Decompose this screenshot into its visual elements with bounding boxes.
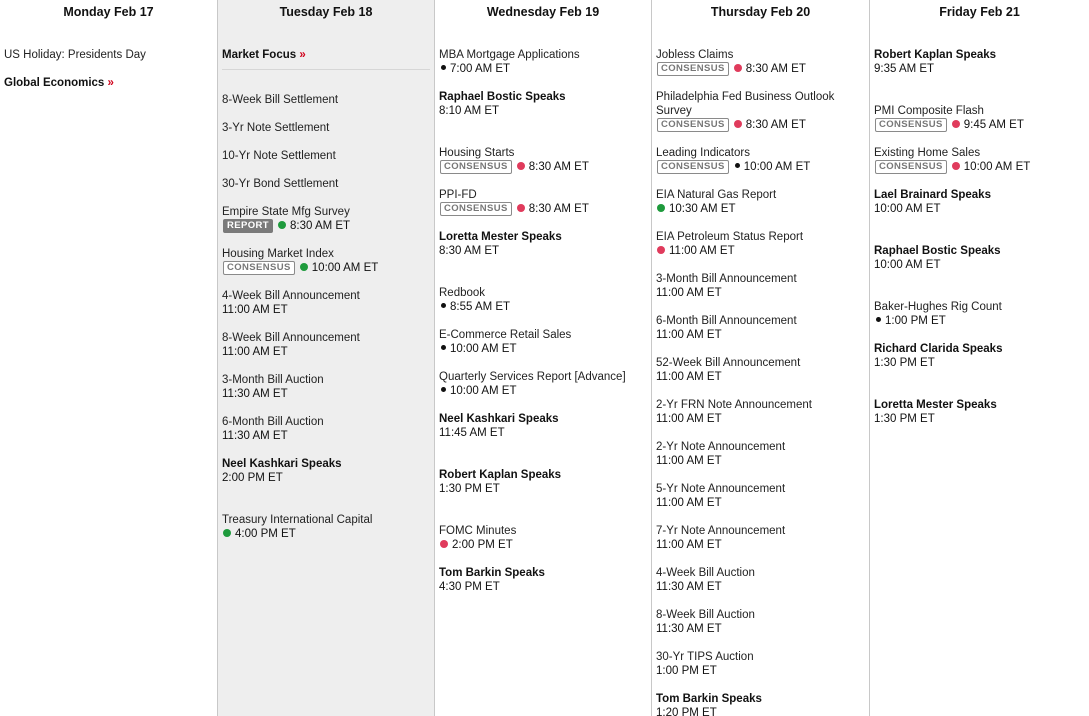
event-time-row [656, 580, 865, 594]
event-item[interactable] [874, 48, 1085, 76]
event-name-text: Raphael Bostic Speaks [874, 245, 1001, 257]
event-time-row [439, 482, 647, 496]
event-time-row [222, 345, 430, 359]
event-time-row [874, 202, 1085, 216]
event-name[interactable] [439, 146, 647, 160]
event-name-text: Baker-Hughes Rig Count [874, 301, 1002, 313]
event-time: 1:30 PM ET [874, 413, 935, 425]
red-dot-icon [657, 246, 665, 254]
event-time: 10:00 AM ET [743, 161, 811, 173]
event-time-row [439, 538, 647, 552]
event-name[interactable] [656, 650, 865, 664]
event-item[interactable] [222, 247, 430, 275]
event-name[interactable] [439, 188, 647, 202]
event-time: 11:00 AM ET [222, 304, 288, 316]
event-name[interactable] [222, 93, 430, 107]
event-name[interactable] [439, 48, 647, 62]
event-time-row [656, 328, 865, 342]
event-time: 11:45 AM ET [439, 427, 505, 439]
event-name-text: 7-Yr Note Announcement [656, 525, 786, 537]
event-item[interactable] [222, 513, 430, 541]
event-name-text: Redbook [439, 287, 486, 299]
more-link-icon[interactable]: » [107, 77, 114, 89]
event-name[interactable] [656, 230, 865, 244]
event-time-row [656, 664, 865, 678]
event-time-row [874, 314, 1085, 328]
event-name-text: FOMC Minutes [439, 525, 517, 537]
black-dot-icon [735, 163, 740, 168]
event-name-text: Loretta Mester Speaks [439, 231, 562, 243]
event-time: 11:00 AM ET [656, 497, 722, 509]
event-name-text: Neel Kashkari Speaks [439, 413, 559, 425]
event-time: 11:30 AM ET [656, 581, 722, 593]
event-item[interactable] [656, 146, 865, 174]
event-name-text: 8-Week Bill Auction [656, 609, 755, 621]
event-time-row [656, 202, 865, 216]
event-name[interactable] [222, 247, 430, 261]
day-column-monday-feb-17 [0, 0, 217, 716]
event-time-row [656, 118, 865, 132]
event-name-text: 6-Month Bill Announcement [656, 315, 797, 327]
event-name[interactable] [439, 468, 647, 482]
event-time-row [439, 300, 647, 314]
event-time-row [874, 118, 1085, 132]
event-time-row [656, 244, 865, 258]
event-name[interactable] [874, 398, 1085, 412]
black-dot-icon [441, 387, 446, 392]
event-item[interactable] [222, 289, 430, 317]
event-time: 11:30 AM ET [222, 430, 288, 442]
event-time: 10:30 AM ET [669, 203, 736, 215]
event-name[interactable] [656, 524, 865, 538]
green-dot-icon [657, 204, 665, 212]
event-item[interactable] [874, 398, 1085, 426]
event-time: 11:00 AM ET [656, 413, 722, 425]
event-name-text: Tom Barkin Speaks [439, 567, 545, 579]
event-name-text: 4-Week Bill Announcement [222, 290, 360, 302]
event-time: 8:30 AM ET [290, 220, 351, 232]
event-name-text: Global Economics [4, 77, 105, 89]
event-name-text: Loretta Mester Speaks [874, 399, 997, 411]
event-time-row [222, 527, 430, 541]
event-item[interactable] [4, 48, 213, 62]
event-name-text: 2-Yr Note Announcement [656, 441, 786, 453]
event-name[interactable] [222, 48, 430, 62]
consensus-badge[interactable]: CONSENSUS [657, 118, 729, 132]
event-item[interactable] [656, 90, 865, 132]
event-time-row [656, 286, 865, 300]
red-dot-icon [952, 120, 960, 128]
event-time: 9:35 AM ET [874, 63, 935, 75]
event-name-text: Philadelphia Fed Business Outlook [656, 91, 835, 103]
event-time: 8:55 AM ET [450, 301, 511, 313]
event-name[interactable] [439, 328, 647, 342]
red-dot-icon [734, 64, 742, 72]
red-dot-icon [517, 162, 525, 170]
event-time-row [222, 471, 430, 485]
event-item[interactable] [222, 205, 430, 233]
event-name[interactable] [874, 104, 1085, 118]
report-badge[interactable]: REPORT [223, 219, 273, 233]
event-item[interactable] [439, 90, 647, 118]
event-time: 11:30 AM ET [656, 623, 722, 635]
event-time: 11:00 AM ET [669, 245, 735, 257]
event-item[interactable] [439, 286, 647, 314]
event-item[interactable] [656, 524, 865, 552]
event-time-row [222, 261, 430, 275]
event-time-row [874, 258, 1085, 272]
event-item[interactable] [656, 48, 865, 76]
event-time-row [439, 104, 647, 118]
event-name-text: Leading Indicators [656, 147, 750, 159]
event-time: 10:00 AM ET [874, 203, 941, 215]
red-dot-icon [952, 162, 960, 170]
event-name-text: 52-Week Bill Announcement [656, 357, 801, 369]
event-name[interactable] [874, 48, 1085, 62]
event-item[interactable] [439, 230, 647, 258]
event-time: 8:30 AM ET [745, 63, 806, 75]
event-name[interactable] [222, 205, 430, 219]
day-column-wednesday-feb-19 [434, 0, 651, 716]
event-item[interactable] [656, 482, 865, 510]
event-item[interactable] [656, 356, 865, 384]
event-time: 10:00 AM ET [450, 343, 517, 355]
event-time-row [439, 426, 647, 440]
green-dot-icon [300, 263, 308, 271]
day-column-thursday-feb-20 [651, 0, 869, 716]
event-name-text: 30-Yr Bond Settlement [222, 178, 339, 190]
event-name[interactable] [222, 415, 430, 429]
event-item[interactable] [874, 300, 1085, 328]
event-item[interactable] [222, 149, 430, 163]
event-item[interactable] [222, 415, 430, 443]
event-time: 11:00 AM ET [656, 329, 722, 341]
event-time: 11:00 AM ET [222, 346, 288, 358]
event-item[interactable] [222, 93, 430, 107]
event-time-row [656, 538, 865, 552]
consensus-badge[interactable]: CONSENSUS [223, 261, 295, 275]
event-name-text: Market Focus [222, 49, 297, 61]
event-time: 4:00 PM ET [235, 528, 296, 540]
event-item[interactable] [222, 457, 430, 485]
event-time-row [439, 160, 647, 174]
event-time: 1:30 PM ET [439, 483, 500, 495]
black-dot-icon [876, 317, 881, 322]
event-name[interactable] [656, 692, 865, 706]
event-time-row [874, 412, 1085, 426]
consensus-badge[interactable]: CONSENSUS [440, 160, 512, 174]
event-time-row [656, 160, 865, 174]
event-time: 11:30 AM ET [222, 388, 288, 400]
event-time: 2:00 PM ET [222, 472, 283, 484]
consensus-badge[interactable]: CONSENSUS [875, 160, 947, 174]
event-name[interactable] [656, 566, 865, 580]
event-time: 8:30 AM ET [439, 245, 500, 257]
event-name-text: 5-Yr Note Announcement [656, 483, 786, 495]
event-time-row [439, 62, 647, 76]
event-name[interactable] [656, 314, 865, 328]
event-name-text: Raphael Bostic Speaks [439, 91, 566, 103]
event-name[interactable] [439, 90, 647, 104]
event-item[interactable] [439, 146, 647, 174]
event-time: 2:00 PM ET [452, 539, 513, 551]
event-time: 4:30 PM ET [439, 581, 500, 593]
event-name-text: Existing Home Sales [874, 147, 981, 159]
event-name-text: PPI-FD [439, 189, 477, 201]
day-column-tuesday-feb-18 [217, 0, 434, 716]
event-name-text: US Holiday: Presidents Day [4, 49, 146, 61]
event-item[interactable] [656, 566, 865, 594]
event-time-row [656, 496, 865, 510]
event-name[interactable] [656, 608, 865, 622]
event-time-row [439, 202, 647, 216]
event-time-row [874, 356, 1085, 370]
event-name-text: Housing Market Index [222, 248, 334, 260]
event-name[interactable] [656, 146, 865, 160]
event-name[interactable] [222, 513, 430, 527]
event-name-text: 10-Yr Note Settlement [222, 150, 336, 162]
event-name-text: 3-Yr Note Settlement [222, 122, 330, 134]
event-item[interactable] [656, 650, 865, 678]
event-name[interactable] [222, 177, 430, 191]
event-name[interactable] [656, 356, 865, 370]
event-time: 11:00 AM ET [656, 539, 722, 551]
event-name-text: EIA Petroleum Status Report [656, 231, 804, 243]
event-item[interactable] [439, 566, 647, 594]
day-header: Wednesday Feb 19 [486, 5, 600, 19]
event-name-text: MBA Mortgage Applications [439, 49, 580, 61]
black-dot-icon [441, 345, 446, 350]
event-name[interactable] [874, 342, 1085, 356]
event-name[interactable] [874, 244, 1085, 258]
event-name-text: Robert Kaplan Speaks [439, 469, 562, 481]
event-time: 1:00 PM ET [656, 665, 717, 677]
green-dot-icon [223, 529, 231, 537]
event-item[interactable] [439, 188, 647, 216]
consensus-badge[interactable]: CONSENSUS [875, 118, 947, 132]
event-name[interactable] [656, 188, 865, 202]
black-dot-icon [441, 65, 446, 70]
event-time-row [439, 384, 647, 398]
event-name-text: EIA Natural Gas Report [656, 189, 777, 201]
event-time: 8:30 AM ET [745, 119, 806, 131]
event-time: 10:00 AM ET [450, 385, 517, 397]
event-item[interactable] [656, 692, 865, 716]
event-item[interactable] [656, 188, 865, 216]
event-item[interactable] [656, 314, 865, 342]
event-time: 7:00 AM ET [450, 63, 511, 75]
consensus-badge[interactable]: CONSENSUS [657, 160, 729, 174]
event-item[interactable] [439, 370, 647, 398]
divider [222, 69, 430, 70]
event-time: 10:00 AM ET [874, 259, 941, 271]
event-name[interactable] [222, 373, 430, 387]
day-header: Thursday Feb 20 [710, 5, 811, 19]
black-dot-icon [441, 303, 446, 308]
event-item[interactable] [222, 121, 430, 135]
event-item[interactable] [222, 177, 430, 191]
event-time-row [439, 244, 647, 258]
event-item[interactable] [656, 398, 865, 426]
event-name-text: Empire State Mfg Survey [222, 206, 350, 218]
event-time-row [656, 454, 865, 468]
event-name[interactable] [439, 412, 647, 426]
event-time: 1:20 PM ET [656, 707, 717, 716]
event-name[interactable] [656, 90, 865, 104]
event-name[interactable] [656, 440, 865, 454]
event-name-text: Robert Kaplan Speaks [874, 49, 997, 61]
event-name[interactable] [222, 149, 430, 163]
event-item[interactable] [656, 272, 865, 300]
event-time: 11:00 AM ET [656, 455, 722, 467]
event-name[interactable] [439, 566, 647, 580]
event-time-row [222, 303, 430, 317]
event-time: 8:30 AM ET [528, 203, 589, 215]
event-name-text: 3-Month Bill Announcement [656, 273, 797, 285]
event-time-row [874, 160, 1085, 174]
event-name-text: PMI Composite Flash [874, 105, 984, 117]
event-item[interactable] [439, 468, 647, 496]
event-name-text: Housing Starts [439, 147, 515, 159]
event-item[interactable] [222, 48, 430, 62]
event-name-text: 8-Week Bill Announcement [222, 332, 360, 344]
event-time-row [874, 62, 1085, 76]
event-name[interactable] [4, 48, 213, 62]
event-item[interactable] [656, 608, 865, 636]
event-item[interactable] [439, 524, 647, 552]
day-column-friday-feb-21 [869, 0, 1089, 716]
event-time-row [439, 580, 647, 594]
event-name-text: 2-Yr FRN Note Announcement [656, 399, 812, 411]
event-time-row [222, 429, 430, 443]
consensus-badge[interactable]: CONSENSUS [440, 202, 512, 216]
event-time: 1:30 PM ET [874, 357, 935, 369]
event-item[interactable] [874, 188, 1085, 216]
event-name[interactable] [222, 331, 430, 345]
event-item[interactable] [222, 373, 430, 401]
event-name-text: Treasury International Capital [222, 514, 373, 526]
event-name-text: Lael Brainard Speaks [874, 189, 991, 201]
event-name[interactable] [222, 457, 430, 471]
event-name-text: Neel Kashkari Speaks [222, 458, 342, 470]
event-name-text: Tom Barkin Speaks [656, 693, 762, 705]
day-header: Friday Feb 21 [939, 5, 1020, 19]
event-name[interactable] [4, 76, 213, 90]
event-name[interactable] [874, 188, 1085, 202]
event-name-text: 3-Month Bill Auction [222, 374, 324, 386]
event-name-text: E-Commerce Retail Sales [439, 329, 572, 341]
green-dot-icon [278, 221, 286, 229]
event-item[interactable] [656, 230, 865, 258]
event-name[interactable] [222, 121, 430, 135]
event-time-row [656, 62, 865, 76]
event-item[interactable] [439, 328, 647, 356]
event-time-row [656, 706, 865, 716]
event-name-text: Richard Clarida Speaks [874, 343, 1003, 355]
event-name-text: Quarterly Services Report [Advance] [439, 371, 626, 383]
red-dot-icon [440, 540, 448, 548]
event-name[interactable] [656, 482, 865, 496]
day-header: Monday Feb 17 [63, 5, 154, 19]
event-time: 8:10 AM ET [439, 105, 500, 117]
event-name-text: 6-Month Bill Auction [222, 416, 324, 428]
event-name[interactable] [439, 286, 647, 300]
event-item[interactable] [439, 412, 647, 440]
event-item[interactable] [656, 440, 865, 468]
event-name[interactable] [439, 230, 647, 244]
more-link-icon[interactable]: » [299, 49, 306, 61]
event-time: 10:00 AM ET [311, 262, 379, 274]
event-time: 1:00 PM ET [885, 315, 946, 327]
red-dot-icon [734, 120, 742, 128]
event-name-text: Jobless Claims [656, 49, 734, 61]
event-time-row [439, 342, 647, 356]
event-item[interactable] [439, 48, 647, 76]
event-name[interactable] [874, 300, 1085, 314]
event-time-row [656, 412, 865, 426]
event-item[interactable] [874, 244, 1085, 272]
event-time-row [222, 219, 430, 233]
event-item[interactable] [874, 104, 1085, 132]
event-time: 10:00 AM ET [963, 161, 1031, 173]
day-header: Tuesday Feb 18 [279, 5, 373, 19]
event-time-row [222, 387, 430, 401]
event-item[interactable] [222, 331, 430, 359]
event-name[interactable] [222, 289, 430, 303]
event-time: 8:30 AM ET [528, 161, 589, 173]
event-name[interactable] [874, 146, 1085, 160]
event-item[interactable] [874, 146, 1085, 174]
event-name[interactable] [439, 524, 647, 538]
event-time-row [656, 622, 865, 636]
event-item[interactable] [874, 342, 1085, 370]
event-name[interactable] [656, 48, 865, 62]
event-name-continued[interactable]: Survey [656, 105, 692, 117]
red-dot-icon [517, 204, 525, 212]
consensus-badge[interactable]: CONSENSUS [657, 62, 729, 76]
event-item[interactable] [4, 76, 213, 90]
event-name-text: 8-Week Bill Settlement [222, 94, 339, 106]
event-time: 9:45 AM ET [963, 119, 1024, 131]
event-time: 11:00 AM ET [656, 371, 722, 383]
event-name-text: 30-Yr TIPS Auction [656, 651, 754, 663]
event-name-text: 4-Week Bill Auction [656, 567, 755, 579]
event-time-row [656, 370, 865, 384]
event-time: 11:00 AM ET [656, 287, 722, 299]
event-name[interactable] [656, 398, 865, 412]
event-name[interactable] [439, 370, 647, 384]
event-name[interactable] [656, 272, 865, 286]
